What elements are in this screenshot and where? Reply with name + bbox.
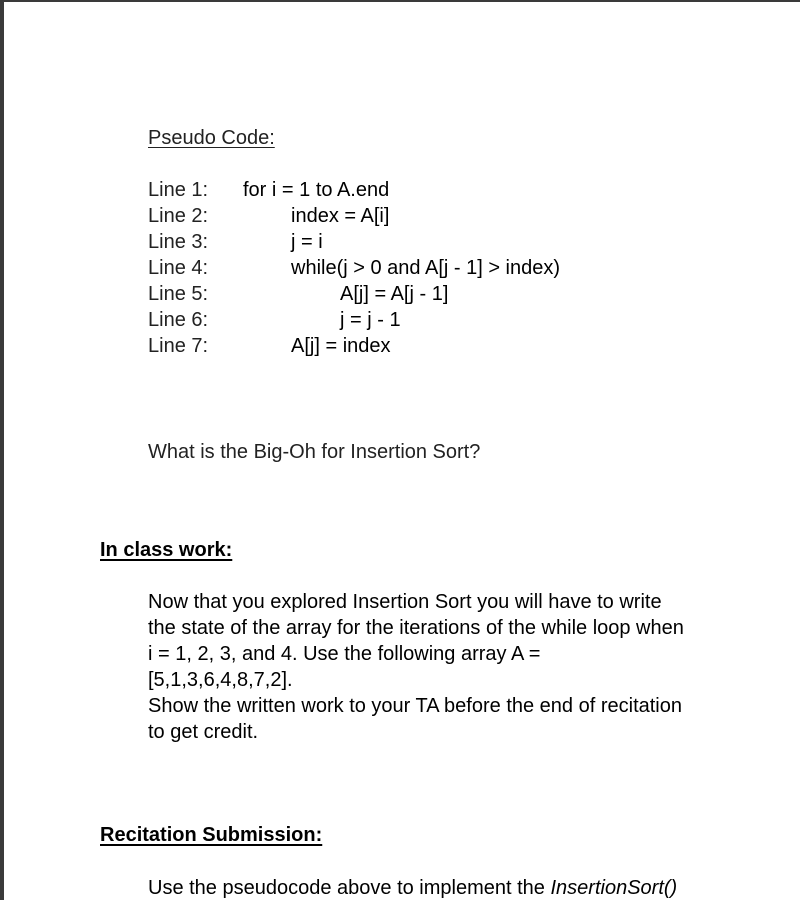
paragraph-line: Show the written work to your TA before the end of recitation: [148, 695, 682, 717]
submission-text: [148, 875, 677, 900]
line-label-7: Line 7:: [148, 335, 209, 357]
paragraph-line: Now that you explored Insertion Sort you will have to write: [148, 591, 662, 613]
code-line-7: A[j] = index: [291, 335, 391, 357]
code-line-1: for i = 1 to A.end: [243, 179, 390, 201]
code-line-6: j = j - 1: [340, 309, 401, 331]
big-oh-question: What is the Big-Oh for Insertion Sort?: [148, 441, 481, 463]
pseudo-code-heading: Pseudo Code:: [148, 127, 275, 149]
document-page: [4, 2, 800, 900]
code-line-2: index = A[i]: [291, 205, 390, 227]
code-line-4: while(j > 0 and A[j - 1] > index): [291, 257, 561, 279]
line-label-4: Line 4:: [148, 257, 209, 279]
code-line-3: j = i: [291, 231, 323, 253]
line-label-2: Line 2:: [148, 205, 209, 227]
line-label-1: Line 1:: [148, 179, 209, 201]
paragraph-line: the state of the array for the iterations of the while loop when: [148, 617, 684, 639]
submission-text-prefix: Use the pseudocode above to implement the: [148, 877, 551, 899]
line-label-5: Line 5:: [148, 283, 209, 305]
insertion-sort-function-name: InsertionSort(): [550, 877, 678, 899]
paragraph-line: [5,1,3,6,4,8,7,2].: [148, 669, 293, 691]
recitation-submission-heading: Recitation Submission:: [100, 824, 323, 846]
paragraph-line: to get credit.: [148, 721, 259, 743]
in-class-work-heading: In class work:: [100, 539, 233, 561]
in-class-work-paragraph: [148, 589, 728, 745]
paragraph-line: i = 1, 2, 3, and 4. Use the following array A =: [148, 643, 541, 665]
line-label-6: Line 6:: [148, 309, 209, 331]
code-line-5: A[j] = A[j - 1]: [340, 283, 449, 305]
line-label-3: Line 3:: [148, 231, 209, 253]
